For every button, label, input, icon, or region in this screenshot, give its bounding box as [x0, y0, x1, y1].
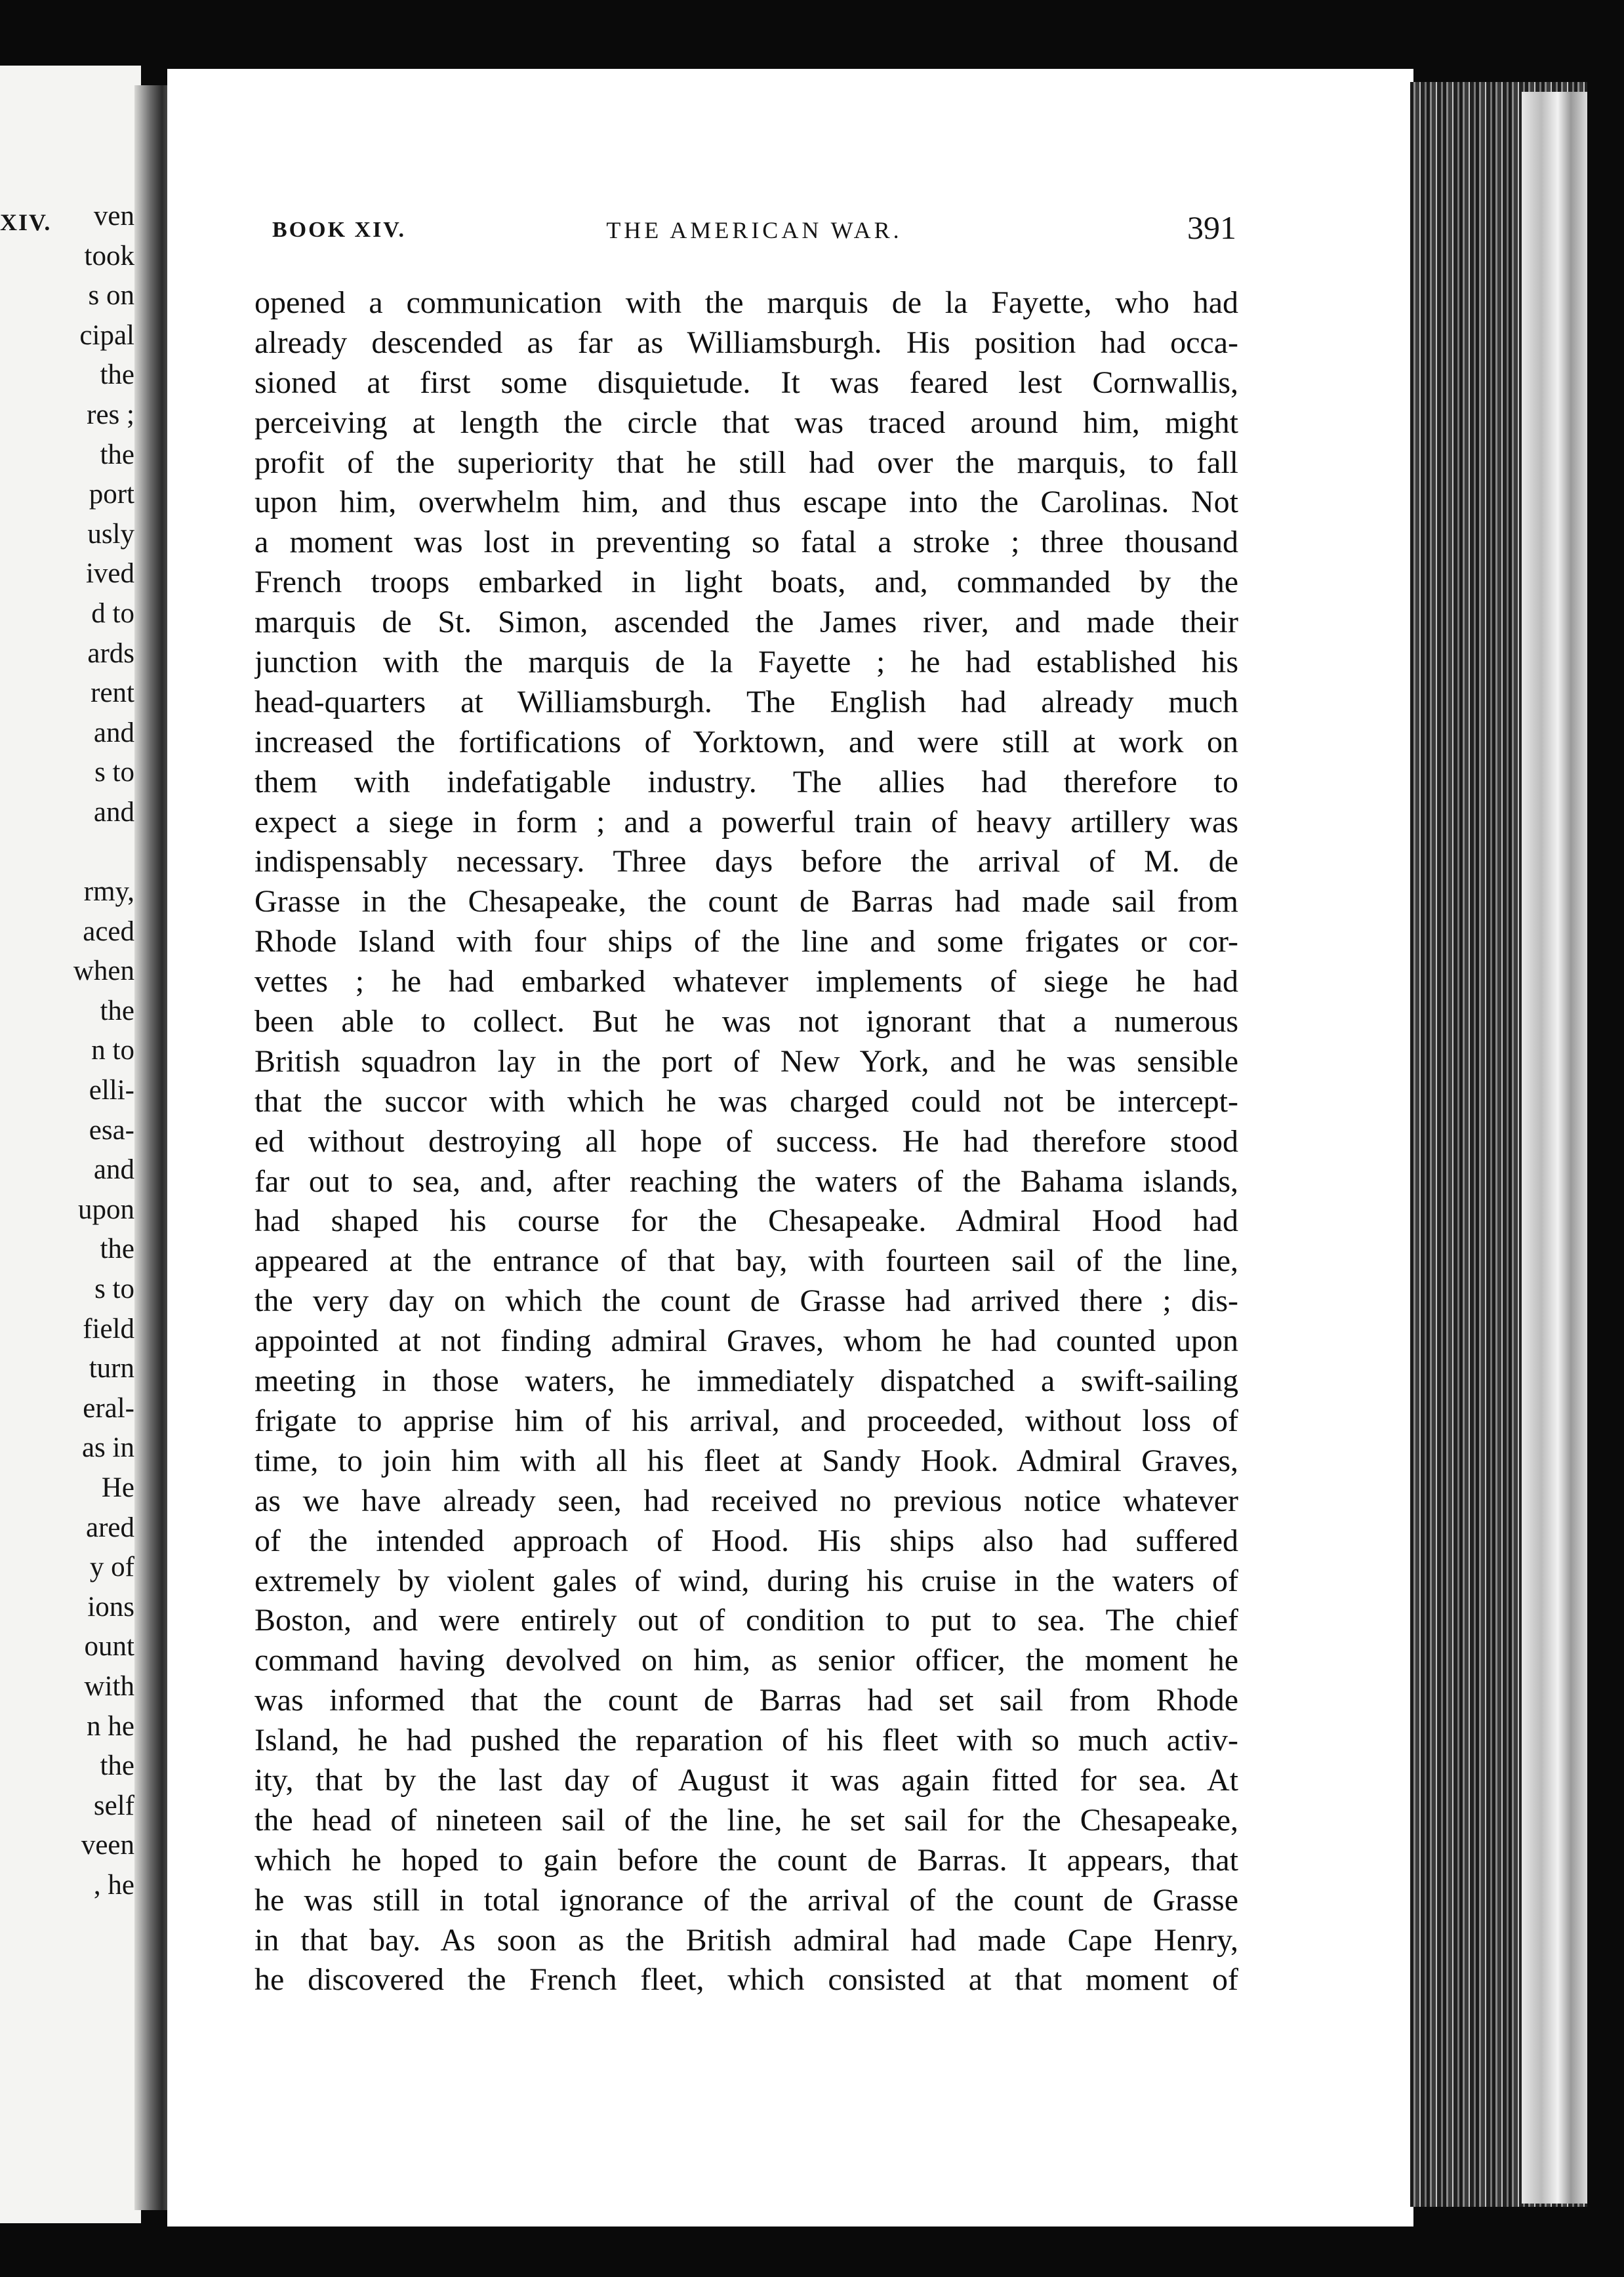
left-text-fragment: ven [93, 201, 134, 232]
text-line: had shaped his course for the Chesapeake. Admiral Hood had [254, 1203, 1238, 1239]
text-line: increased the fortifications of Yorktown, and were still at work on [254, 724, 1238, 759]
left-text-fragment: aced [83, 916, 134, 947]
text-line: meeting in those waters, he immediately dispatched a swift-sailing [254, 1363, 1238, 1399]
running-head [272, 209, 1236, 248]
left-text-fragment: s to [94, 1274, 134, 1305]
left-text-fragment: the [100, 1234, 134, 1265]
left-text-fragment: n to [91, 1035, 134, 1066]
chapter-title: THE AMERICAN WAR. [606, 217, 903, 243]
text-line: he discovered the French fleet, which consisted at that moment of [254, 1962, 1238, 1998]
left-text-fragment: the [100, 439, 134, 470]
left-page-header: XIV. [0, 209, 52, 235]
left-text-fragment: res ; [87, 399, 134, 430]
text-line: frigate to apprise him of his arrival, and proceeded, without loss of [254, 1403, 1238, 1438]
left-text-fragment: the [100, 1750, 134, 1782]
text-line: was informed that the count de Barras had set sail from Rhode [254, 1683, 1238, 1718]
left-text-fragment: He [101, 1472, 134, 1503]
text-line: sioned at first some disquietude. It was feared lest Cornwallis, [254, 365, 1238, 400]
left-text-fragment: veen [81, 1830, 134, 1861]
left-text-fragment: y of [89, 1552, 134, 1583]
left-text-fragment: turn [89, 1353, 134, 1384]
left-text-fragment: n he [87, 1710, 134, 1742]
text-line: appointed at not finding admiral Graves, whom he had counted upon [254, 1323, 1238, 1359]
text-line: which he hoped to gain before the count de Barras. It appears, that [254, 1842, 1238, 1878]
text-line: of the intended approach of Hood. His ships also had suffered [254, 1523, 1238, 1558]
left-text-fragment: and [93, 796, 134, 828]
left-text-fragment: self [93, 1790, 134, 1821]
left-text-fragment [0, 833, 134, 873]
left-text-fragment: , he [93, 1869, 134, 1901]
text-line: expect a siege in form ; and a powerful train of heavy artillery was [254, 804, 1238, 839]
text-line: Boston, and were entirely out of condition to put to sea. The chief [254, 1603, 1238, 1638]
left-text-fragment: ards [87, 637, 134, 669]
body-text [254, 283, 1238, 2000]
left-text-fragment: the [100, 359, 134, 391]
text-line: marquis de St. Simon, ascended the James river, and made their [254, 605, 1238, 640]
left-text-fragment: rent [91, 677, 134, 709]
text-line: the head of nineteen sail of the line, he set sail for the Chesapeake, [254, 1802, 1238, 1838]
left-text-fragment: upon [78, 1194, 134, 1225]
text-line: head-quarters at Williamsburgh. The English had already much [254, 684, 1238, 719]
text-line: extremely by violent gales of wind, during his cruise in the waters of [254, 1563, 1238, 1598]
text-line: in that bay. As soon as the British admiral had made Cape Henry, [254, 1922, 1238, 1958]
text-line: vettes ; he had embarked whatever implements of siege he had [254, 964, 1238, 999]
text-line: ed without destroying all hope of success. He had therefore stood [254, 1123, 1238, 1159]
left-text-fragment: ived [85, 558, 134, 590]
text-line: been able to collect. But he was not ignorant that a numerous [254, 1004, 1238, 1039]
left-text-fragment: s on [88, 280, 134, 312]
text-line: command having devolved on him, as senior officer, the moment he [254, 1643, 1238, 1678]
left-text-fragment: when [73, 956, 134, 987]
text-line: the very day on which the count de Grasse had arrived there ; dis- [254, 1283, 1238, 1319]
text-line: upon him, overwhelm him, and thus escape into the Carolinas. Not [254, 485, 1238, 520]
text-line: as we have already seen, had received no previous notice whatever [254, 1483, 1238, 1518]
left-text-fragment: as in [81, 1432, 134, 1464]
text-line: perceiving at length the circle that was traced around him, might [254, 405, 1238, 440]
text-line: a moment was lost in preventing so fatal a stroke ; three thousand [254, 525, 1238, 560]
text-line: them with indefatigable industry. The allies had therefore to [254, 764, 1238, 799]
text-line: already descended as far as Williamsburgh. His position had occa- [254, 325, 1238, 360]
left-text-fragment: ions [87, 1591, 134, 1622]
text-line: Island, he had pushed the reparation of his fleet with so much activ- [254, 1723, 1238, 1758]
left-text-fragment: d to [91, 597, 134, 629]
left-text-fragment: elli- [89, 1075, 134, 1106]
left-page-text [0, 197, 134, 1906]
left-text-fragment: the [100, 995, 134, 1026]
text-line: appeared at the entrance of that bay, with fourteen sail of the line, [254, 1243, 1238, 1279]
left-text-fragment: and [93, 1154, 134, 1186]
text-line: far out to sea, and, after reaching the waters of the Bahama islands, [254, 1163, 1238, 1199]
page-number: 391 [1187, 209, 1236, 246]
left-text-fragment: ared [86, 1512, 134, 1543]
left-text-fragment: eral- [83, 1392, 134, 1424]
text-line: opened a communication with the marquis de la Fayette, who had [254, 285, 1238, 320]
text-line: indispensably necessary. Three days before the arrival of M. de [254, 844, 1238, 879]
left-text-fragment: rmy, [83, 876, 134, 908]
text-line: French troops embarked in light boats, and, commanded by the [254, 565, 1238, 600]
text-line: Rhode Island with four ships of the line and some frigates or cor- [254, 924, 1238, 959]
text-line: he was still in total ignorance of the arrival of the count de Grasse [254, 1882, 1238, 1918]
left-text-fragment: s to [94, 757, 134, 788]
left-text-fragment: field [83, 1313, 134, 1344]
left-text-fragment: with [84, 1670, 134, 1702]
text-line: junction with the marquis de la Fayette ; he had established his [254, 645, 1238, 680]
left-text-fragment: took [84, 240, 134, 272]
text-line: that the succor with which he was charged could not be intercept- [254, 1083, 1238, 1119]
text-line: profit of the superiority that he still had over the marquis, to fall [254, 445, 1238, 480]
left-text-fragment: cipal [79, 319, 134, 351]
left-text-fragment: ount [84, 1631, 134, 1662]
left-text-fragment: usly [87, 518, 134, 550]
text-line: Grasse in the Chesapeake, the count de Barras had made sail from [254, 884, 1238, 919]
page-fore-edge-light [1522, 92, 1587, 2204]
left-text-fragment: port [89, 479, 134, 510]
book-label: BOOK XIV. [272, 218, 406, 242]
text-line: ity, that by the last day of August it was again fitted for sea. At [254, 1762, 1238, 1798]
left-text-fragment: and [93, 717, 134, 748]
left-text-fragment: esa- [89, 1114, 134, 1146]
text-line: time, to join him with all his fleet at Sandy Hook. Admiral Graves, [254, 1443, 1238, 1478]
text-line: British squadron lay in the port of New York, and he was sensible [254, 1043, 1238, 1079]
